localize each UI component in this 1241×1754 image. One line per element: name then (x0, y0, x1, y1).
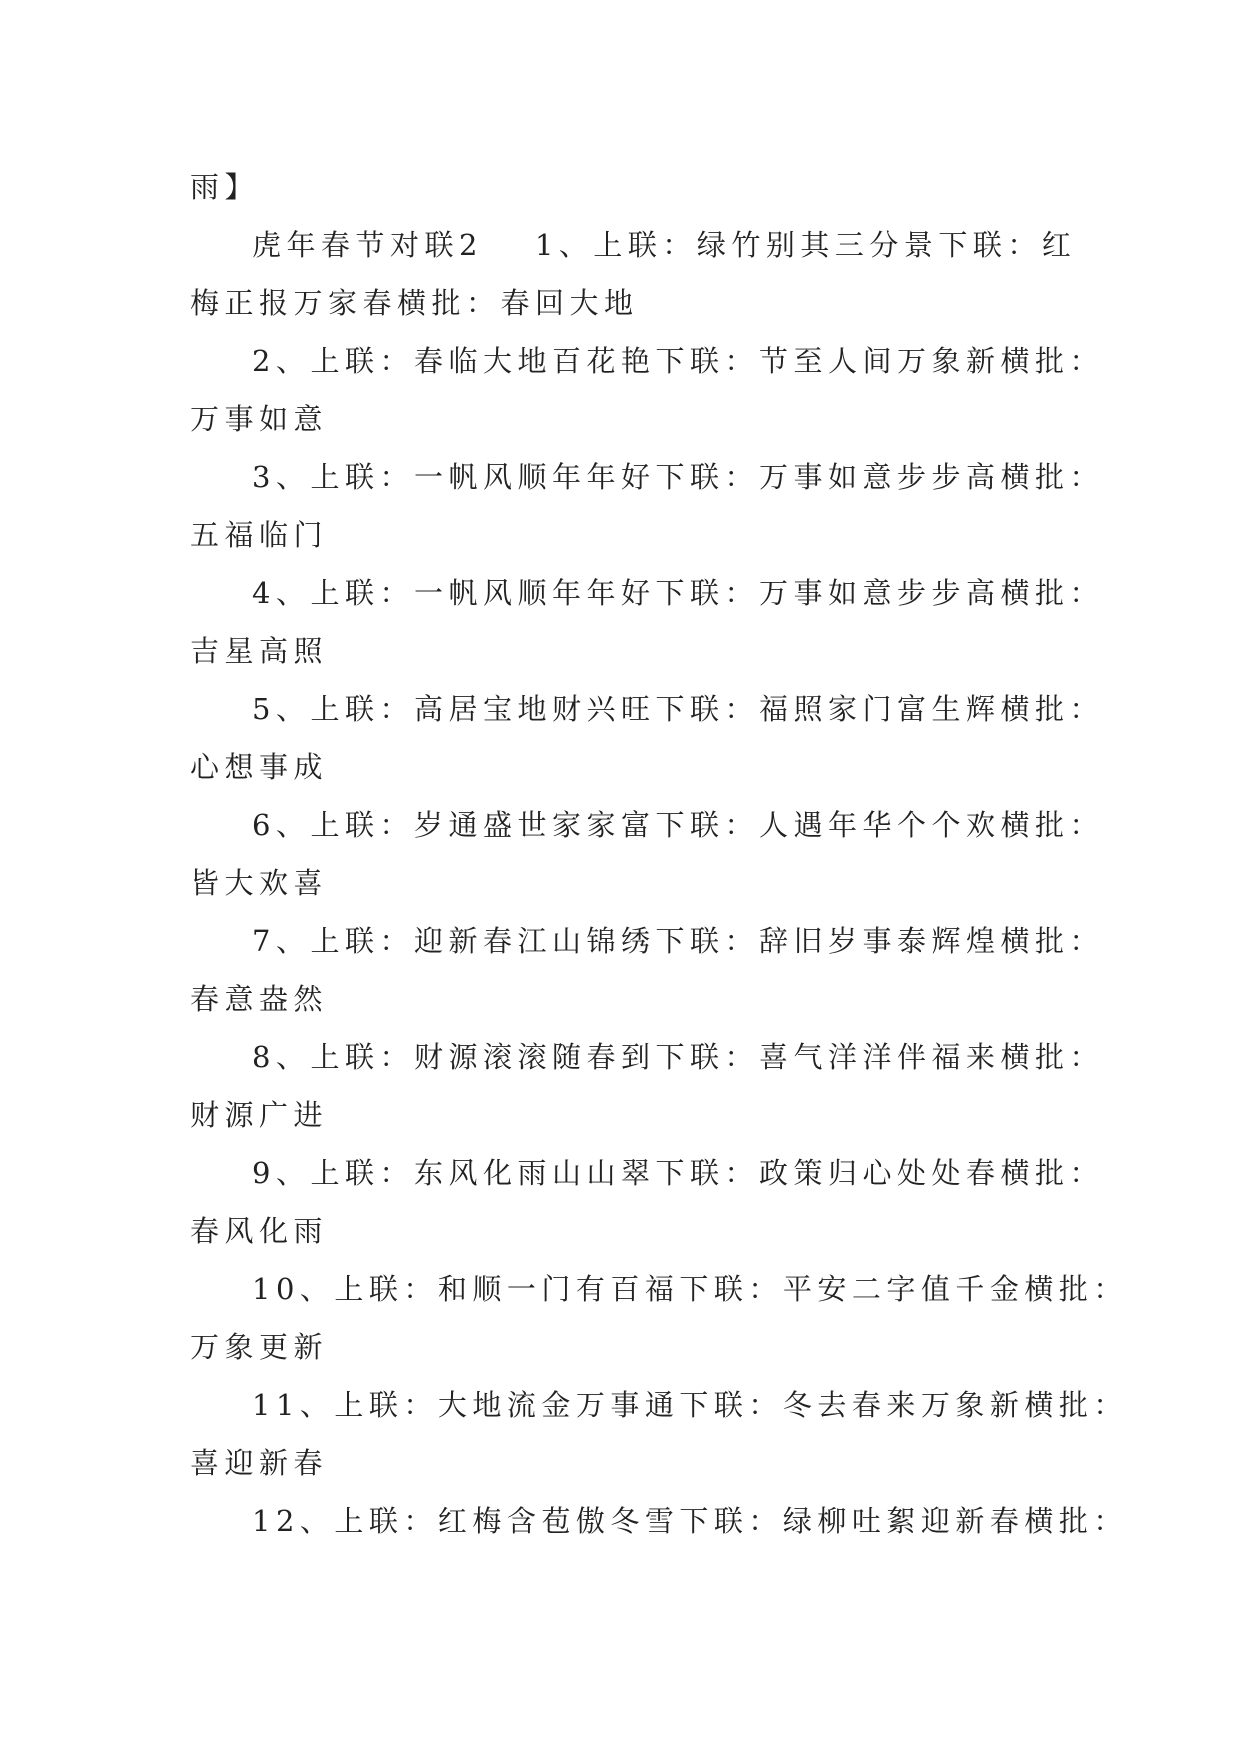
couplet-8-second-line: 财源广进 (190, 1098, 329, 1132)
couplet-10-first-line: 10、上联：和顺一门有百福下联：平安二字值千金横批： (252, 1272, 1128, 1306)
couplet-7-first-line: 7、上联：迎新春江山锦绣下联：辞旧岁事泰辉煌横批： (252, 924, 1104, 958)
couplet-8-first-line: 8、上联：财源滚滚随春到下联：喜气洋洋伴福来横批： (252, 1040, 1104, 1074)
section-title: 虎年春节对联2 (252, 228, 483, 262)
couplet-6-first-line: 6、上联：岁通盛世家家富下联：人遇年华个个欢横批： (252, 808, 1104, 842)
couplet-7-second-line: 春意盎然 (190, 982, 329, 1016)
couplet-11-second-line: 喜迎新春 (190, 1446, 329, 1480)
couplet-1-second-line: 梅正报万家春横批：春回大地 (190, 286, 639, 320)
continuation-line: 雨】 (190, 170, 260, 204)
couplet-9-first-line: 9、上联：东风化雨山山翠下联：政策归心处处春横批： (252, 1156, 1104, 1190)
couplet-6-second-line: 皆大欢喜 (190, 866, 329, 900)
couplet-5-first-line: 5、上联：高居宝地财兴旺下联：福照家门富生辉横批： (252, 692, 1104, 726)
couplet-2-first-line: 2、上联：春临大地百花艳下联：节至人间万象新横批： (252, 344, 1104, 378)
couplet-3-first-line: 3、上联：一帆风顺年年好下联：万事如意步步高横批： (252, 460, 1104, 494)
document-body (190, 158, 1128, 1550)
couplet-1-first-line: 1、上联：绿竹别其三分景下联：红 (534, 228, 1077, 262)
couplet-12-first-line: 12、上联：红梅含苞傲冬雪下联：绿柳吐絮迎新春横批： (252, 1504, 1128, 1538)
couplet-2-second-line: 万事如意 (190, 402, 329, 436)
couplet-4-second-line: 吉星高照 (190, 634, 329, 668)
couplet-9-second-line: 春风化雨 (190, 1214, 329, 1248)
couplet-11-first-line: 11、上联：大地流金万事通下联：冬去春来万象新横批： (252, 1388, 1128, 1422)
couplet-5-second-line: 心想事成 (190, 750, 329, 784)
couplet-10-second-line: 万象更新 (190, 1330, 329, 1364)
couplet-3-second-line: 五福临门 (190, 518, 329, 552)
section-heading-line (190, 216, 1077, 274)
couplet-4-first-line: 4、上联：一帆风顺年年好下联：万事如意步步高横批： (252, 576, 1104, 610)
